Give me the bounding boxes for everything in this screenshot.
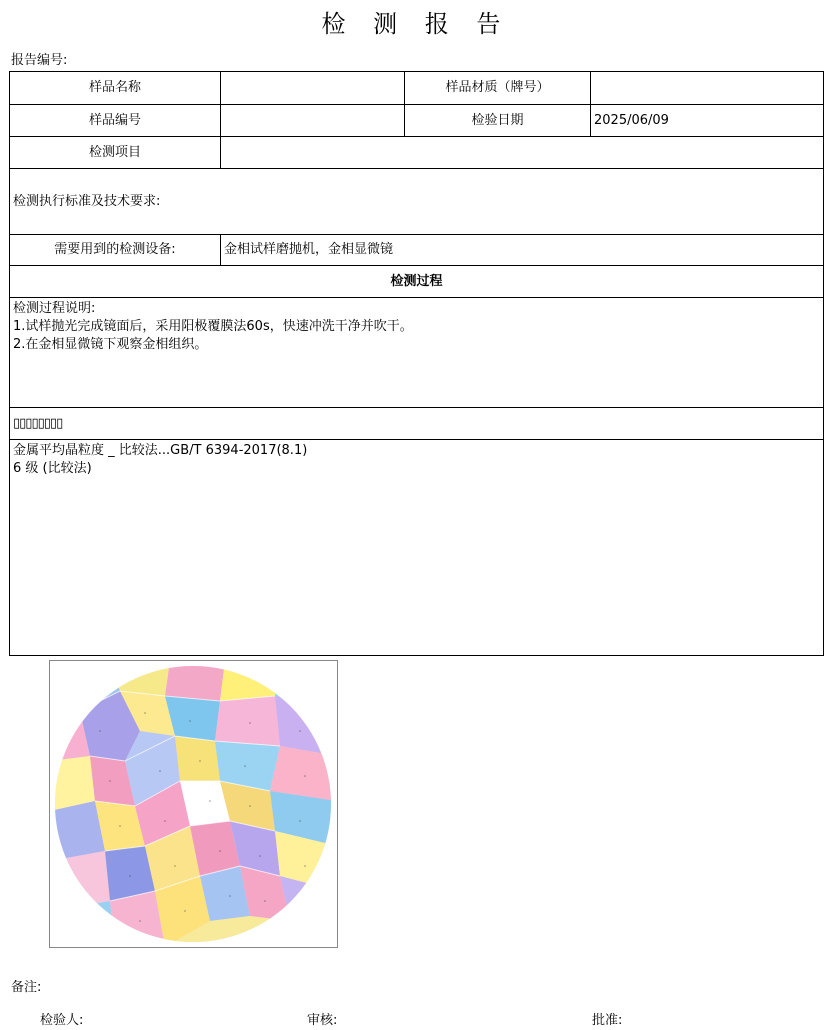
table-row xyxy=(10,235,824,266)
approver-signature xyxy=(592,1009,626,1028)
inspect-date-label: 检验日期 xyxy=(405,105,591,137)
micrograph-image xyxy=(49,660,338,948)
standard-cell[interactable] xyxy=(10,169,824,235)
equipment-value[interactable]: 金相试样磨抛机，金相显微镜 xyxy=(221,235,824,266)
result-line-1: 金属平均晶粒度 _ 比较法...GB/T 6394-2017(8.1) xyxy=(13,443,308,458)
sample-name-value[interactable] xyxy=(221,72,405,105)
equipment-label: 需要用到的检测设备: xyxy=(10,235,221,266)
sample-no-label: 样品编号 xyxy=(10,105,221,137)
remark-label: 备注: xyxy=(11,980,42,995)
table-row xyxy=(10,72,824,105)
reviewer-signature xyxy=(307,1009,341,1028)
sample-material-label: 样品材质（牌号） xyxy=(405,72,591,105)
garbled-row: ▯▯▯▯▯▯▯▯ xyxy=(10,408,824,440)
report-title: 检 测 报 告 xyxy=(321,10,511,38)
table-row xyxy=(10,440,824,656)
table-row xyxy=(10,298,824,408)
inspector-signature xyxy=(40,1009,87,1028)
table-row xyxy=(10,169,824,235)
process-desc-title: 检测过程说明: xyxy=(13,301,96,316)
table-row xyxy=(10,408,824,440)
report-number xyxy=(11,49,71,68)
reviewer-label: 审核: xyxy=(307,1013,338,1028)
process-description[interactable] xyxy=(10,298,824,408)
table-row xyxy=(10,105,824,137)
process-step-1: 1.试样抛光完成镜面后，采用阳极覆膜法60s，快速冲洗干净并吹干。 xyxy=(13,319,413,334)
process-header: 检测过程 xyxy=(10,266,824,298)
remark xyxy=(11,976,41,995)
test-item-value[interactable] xyxy=(221,137,824,169)
approver-label: 批准: xyxy=(592,1013,623,1028)
result-cell[interactable] xyxy=(10,440,824,656)
result-line-2: 6 级 (比较法) xyxy=(13,461,92,476)
test-item-label: 检测项目 xyxy=(10,137,221,169)
inspect-date-value[interactable]: 2025/06/09 xyxy=(591,105,824,137)
standard-label: 检测执行标准及技术要求: xyxy=(13,193,161,209)
process-step-2: 2.在金相显微镜下观察金相组织。 xyxy=(13,337,208,352)
report-table xyxy=(9,71,824,656)
table-row xyxy=(10,266,824,298)
table-row xyxy=(10,137,824,169)
inspector-label: 检验人: xyxy=(40,1013,84,1028)
report-number-label: 报告编号: xyxy=(11,53,68,68)
sample-name-label: 样品名称 xyxy=(10,72,221,105)
sample-material-value[interactable] xyxy=(591,72,824,105)
sample-no-value[interactable] xyxy=(221,105,405,137)
